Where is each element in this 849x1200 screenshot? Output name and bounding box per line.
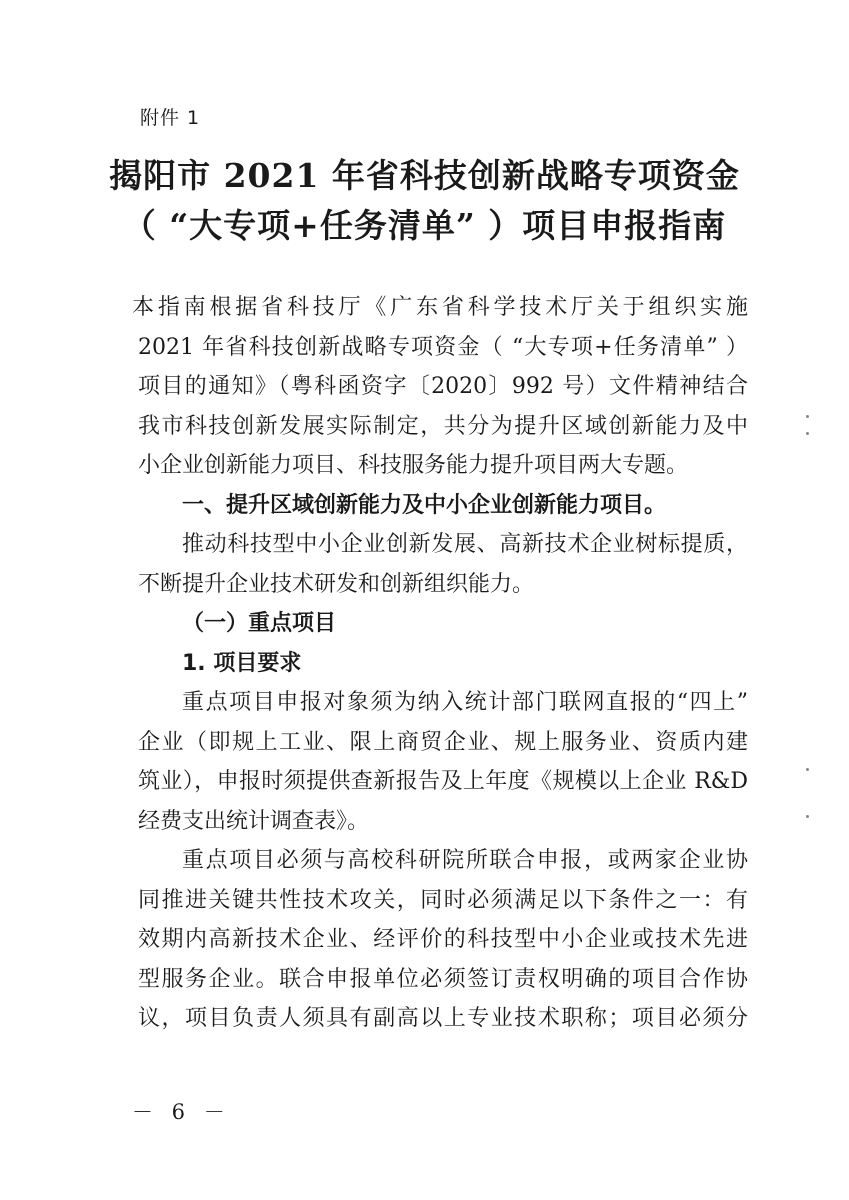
paragraph-line: 企业（即规上工业、限上商贸企业、规上服务业、资质内建 — [138, 729, 748, 755]
scan-speck — [806, 432, 809, 435]
paragraph-line: 经费支出统计调查表》。 — [138, 808, 370, 834]
paragraph-line: 推动科技型中小企业创新发展、高新技术企业树标提质， — [182, 532, 748, 557]
section-heading: 一、提升区域创新能力及中小企业创新能力项目。 — [182, 492, 667, 518]
paragraph-line: 同推进关键共性技术攻关，同时必须满足以下条件之一：有 — [138, 887, 748, 913]
document-title-line-1: 揭阳市 2021 年省科技创新战略专项资金 — [109, 156, 740, 195]
page-number: － 6 － — [132, 1100, 231, 1124]
paragraph-line: 我市科技创新发展实际制定，共分为提升区域创新能力及中 — [138, 413, 748, 439]
paragraph-line: 重点项目申报对象须为纳入统计部门联网直报的“四上” — [182, 690, 748, 715]
paragraph-line: 小企业创新能力项目、科技服务能力提升项目两大专题。 — [138, 453, 689, 478]
paragraph-line: 2021 年省科技创新战略专项资金（ “大专项+任务清单” ） — [138, 334, 748, 360]
paragraph-line: 议，项目负责人须具有副高以上专业技术职称；项目必须分 — [138, 1006, 748, 1031]
document-title-line-2: （ “大专项+任务清单” ）项目申报指南 — [122, 206, 727, 245]
paragraph-line: 本指南根据省科技厅《广东省科学技术厅关于组织实施 — [132, 295, 748, 320]
subsection-heading: （一）重点项目 — [182, 611, 337, 636]
scan-speck — [806, 415, 809, 418]
item-heading: 1. 项目要求 — [182, 650, 302, 676]
paragraph-line: 项目的通知》（粤科函资字〔2020〕992 号）文件精神结合 — [138, 374, 748, 399]
document-body — [132, 288, 748, 1039]
attachment-label: 附件 1 — [140, 107, 201, 129]
scan-speck — [806, 768, 809, 771]
paragraph-line: 不断提升企业技术研发和创新组织能力。 — [138, 571, 535, 597]
scan-speck — [806, 815, 809, 818]
paragraph-line: 型服务企业。联合申报单位必须签订责权明确的项目合作协 — [138, 966, 748, 992]
paragraph-line: 效期内高新技术企业、经评价的科技型中小企业或技术先进 — [138, 927, 748, 952]
paragraph-line: 重点项目必须与高校科研院所联合申报，或两家企业协 — [182, 848, 748, 873]
paragraph-line: 筑业），申报时须提供查新报告及上年度《规模以上企业 R&D — [138, 769, 748, 794]
